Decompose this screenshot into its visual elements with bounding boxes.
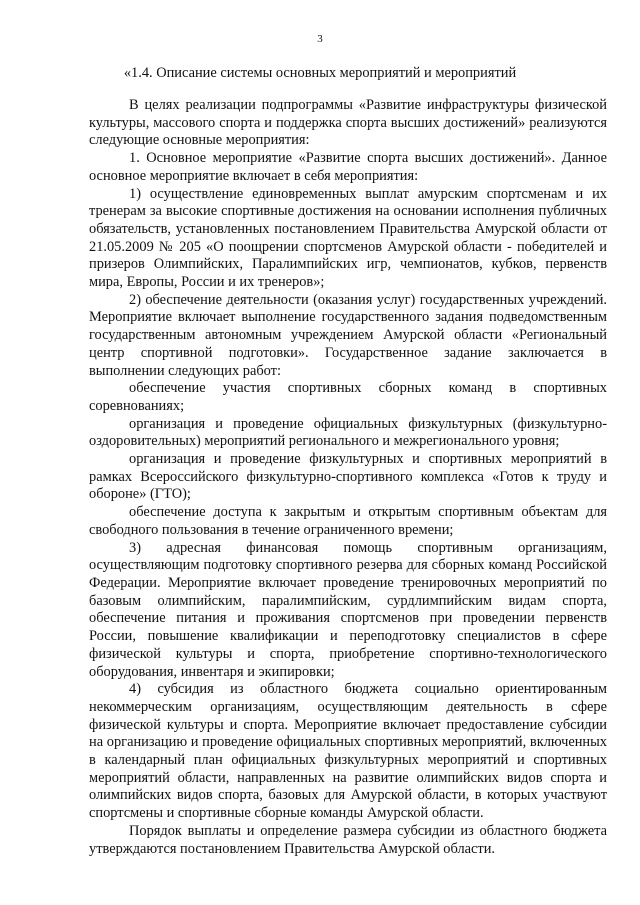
paragraph-item-1: 1) осуществление единовременных выплат амурским спортсменам и их тренерам за высокие спортивные достижения на основании исполнения публичных обязательств, установленных постановлением Правительства Амурской области от 21.05.2009 № 205 «О поощрении спортсменов Амурской области - победителей и призеров Олимпийских, Паралимпийских игр, чемпионатов, кубков, первенств мира, Европы, России и их тренеров»;	[89, 185, 607, 291]
paragraph-work-4: обеспечение доступа к закрытым и открытым спортивным объектам для свободного пользования в течение ограниченного времени;	[89, 504, 607, 538]
paragraph-work-2: организация и проведение официальных физкультурных (физкультурно-оздоровительных) мероприятий регионального и межрегионального уровня;	[89, 415, 607, 450]
paragraph-item-4: 4) субсидия из областного бюджета социально ориентированным некоммерческим организациям, осуществляющим деятельность в сфере физической культуры и спорта. Мероприятие включает предоставление субсидии на организацию и проведение официальных спортивных мероприятий, включенных в календарный план официальных физкультурных мероприятий и спортивных мероприятий области, направленных на развитие олимпийских видов спорта и олимпийских видов спорта, базовых для Амурской области, в которых участвуют спортсмены и спортивные сборные команды Амурской области.	[89, 681, 607, 822]
section-title: «1.4. Описание системы основных мероприятий и мероприятий	[123, 65, 517, 81]
paragraph-work-3: организация и проведение физкультурных и спортивных мероприятий в рамках Всероссийского физкультурно-спортивного комплекса «Готов к труду и обороне» (ГТО);	[89, 451, 607, 503]
paragraph-intro: В целях реализации подпрограммы «Развитие инфраструктуры физической культуры, массового спорта и поддержка спорта высших достижений» реализуются следующие основные мероприятия:	[89, 97, 607, 149]
paragraph-main-activity: 1. Основное мероприятие «Развитие спорта высших достижений». Данное основное мероприятие включает в себя мероприятия:	[89, 150, 607, 184]
page-number: 3	[317, 33, 323, 45]
paragraph-item-3: 3) адресная финансовая помощь спортивным организациям, осуществляющим подготовку спортивного резерва для сборных команд Российской Федерации. Мероприятие включает проведение тренировочных мероприятий по базовым олимпийским, паралимпийским, сурдлимпийским видам спорта, обеспечение питания и проживания спортсменов при проведении первенств России, повышение квалификации и переподготовку специалистов в сфере физической культуры и спорта, приобретение спортивно-технологического оборудования, инвентаря и экипировки;	[89, 539, 607, 680]
document-body	[89, 97, 607, 858]
paragraph-item-2: 2) обеспечение деятельности (оказания услуг) государственных учреждений. Мероприятие включает выполнение государственного задания подведомственным государственным автономным учреждением Амурской области «Региональный центр спортивной подготовки». Государственное задание заключается в выполнении следующих работ:	[89, 291, 607, 379]
paragraph-work-1: обеспечение участия спортивных сборных команд в спортивных соревнованиях;	[89, 380, 607, 414]
paragraph-subsidy-procedure: Порядок выплаты и определение размера субсидии из областного бюджета утверждаются постановлением Правительства Амурской области.	[89, 822, 607, 857]
